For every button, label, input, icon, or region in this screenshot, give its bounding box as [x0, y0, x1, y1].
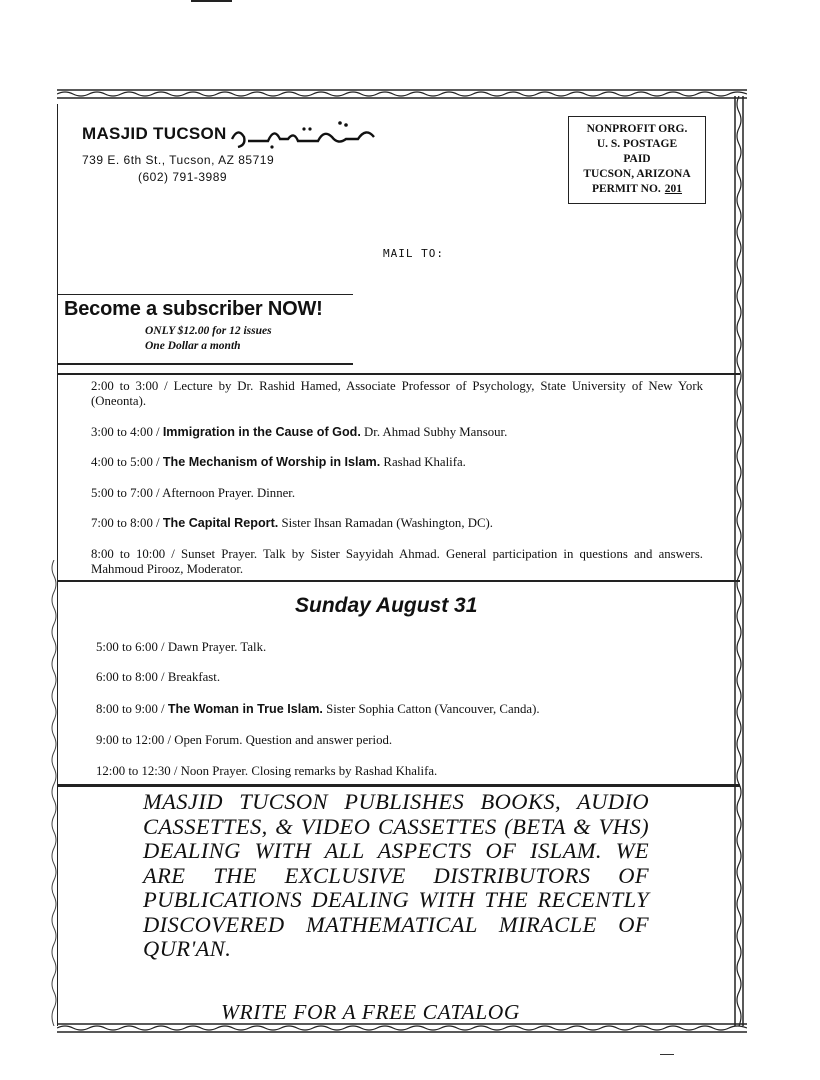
schedule-time: 9:00 to 12:00 /	[96, 733, 175, 747]
schedule-time: 5:00 to 6:00 /	[96, 640, 168, 654]
promo-text: MASJID TUCSON PUBLISHES BOOKS, AUDIO CASSETTES, & VIDEO CASSETTES (BETA & VHS) DEALING WITH ALL ASPECTS OF ISLAM. WE ARE THE EXCLUSIVE DISTRIBUTORS OF PUBLICATIONS DEALING WITH THE RECENTLY DISCOVERED MATHEMATICAL MIRACLE OF QUR'AN.	[143, 789, 649, 961]
mail-to-label: MAIL TO:	[383, 247, 444, 260]
schedule-item	[91, 486, 703, 501]
divider	[57, 373, 740, 375]
schedule-description: Sister Ihsan Ramadan (Washington, DC).	[278, 516, 493, 530]
permit-line	[569, 182, 705, 197]
permit-number: 201	[664, 183, 683, 195]
arabic-logo	[228, 117, 378, 151]
schedule-time: 7:00 to 8:00 /	[91, 516, 163, 530]
schedule-session-title: The Mechanism of Worship in Islam.	[162, 455, 381, 469]
org-name: MASJID TUCSON	[82, 124, 227, 143]
schedule-description: Noon Prayer. Closing remarks by Rashad Khalifa.	[180, 764, 438, 778]
postage-line-2: U. S. POSTAGE	[596, 138, 678, 150]
schedule-time: 4:00 to 5:00 /	[91, 455, 163, 469]
schedule-description: Dr. Ahmad Subhy Mansour.	[360, 425, 508, 439]
divider	[57, 580, 740, 582]
subscribe-monthly: One Dollar a month	[145, 340, 241, 352]
schedule-description: Rashad Khalifa.	[380, 455, 466, 469]
postage-line-3: PAID	[623, 153, 651, 165]
schedule-description: Afternoon Prayer. Dinner.	[162, 486, 296, 500]
schedule-time: 6:00 to 8:00 /	[96, 670, 168, 684]
top-scan-mark	[191, 0, 232, 2]
schedule-description: Open Forum. Question and answer period.	[174, 733, 393, 747]
subscribe-price: ONLY $12.00 for 12 issues	[145, 325, 272, 337]
schedule-time: 2:00 to 3:00 /	[91, 379, 174, 393]
postage-line-4: TUCSON, ARIZONA	[583, 168, 691, 180]
permit-label: PERMIT NO.	[591, 183, 661, 195]
schedule-description: Sunset Prayer. Talk by Sister Sayyidah Ahmad. General participation in questions and answers. Mahmoud Pirooz, Moderator.	[91, 547, 703, 576]
schedule-description: Sister Sophia Catton (Vancouver, Canda).	[322, 702, 540, 716]
subscribe-title: Become a subscriber NOW!	[64, 298, 323, 320]
catalog-cta: WRITE FOR A FREE CATALOG	[221, 1000, 521, 1024]
sunday-heading: Sunday August 31	[295, 594, 478, 617]
phone: (602) 791-3989	[138, 170, 228, 184]
postage-line-1: NONPROFIT ORG.	[586, 123, 688, 135]
schedule-time: 3:00 to 4:00 /	[91, 425, 163, 439]
divider	[57, 784, 740, 787]
schedule-item	[96, 764, 708, 779]
bottom-scan-mark	[660, 1054, 674, 1055]
schedule-time: 5:00 to 7:00 /	[91, 486, 163, 500]
schedule-item	[91, 425, 703, 440]
schedule-description: Lecture by Dr. Rashid Hamed, Associate Professor of Psychology, State University of New York (Oneonta).	[91, 379, 703, 408]
schedule-item	[96, 702, 708, 717]
schedule-time: 8:00 to 10:00 /	[91, 547, 181, 561]
schedule-item	[96, 640, 708, 655]
schedule-description: Dawn Prayer. Talk.	[167, 640, 267, 654]
postage-indicia	[568, 116, 706, 204]
schedule-item	[96, 733, 708, 748]
schedule-time: 12:00 to 12:30 /	[96, 764, 181, 778]
schedule-item	[96, 670, 708, 685]
schedule-session-title: Immigration in the Cause of God.	[162, 425, 361, 439]
schedule-item	[91, 455, 703, 470]
top-border-ornament	[57, 88, 747, 100]
schedule-time: 8:00 to 9:00 /	[96, 702, 168, 716]
schedule-item	[91, 379, 703, 409]
schedule-item	[91, 547, 703, 577]
address: 739 E. 6th St., Tucson, AZ 85719	[82, 153, 275, 167]
schedule-session-title: The Woman in True Islam.	[167, 702, 323, 716]
schedule-item	[91, 516, 703, 531]
schedule-session-title: The Capital Report.	[162, 516, 279, 530]
schedule-description: Breakfast.	[167, 670, 221, 684]
